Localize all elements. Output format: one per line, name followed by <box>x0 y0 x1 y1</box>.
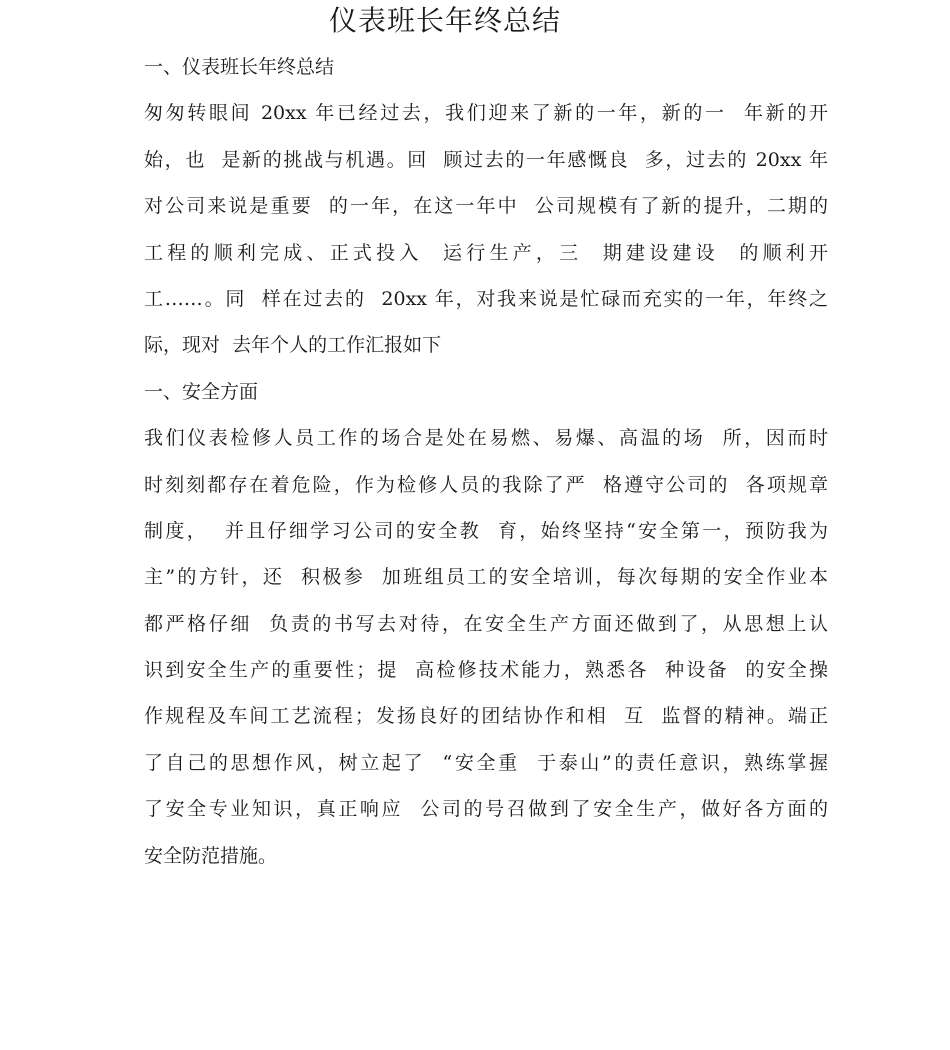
paragraph-line: 始，也 是新的挑战与机遇。回 顾过去的一年感慨良 多，过去的 20xx 年 <box>144 148 828 171</box>
paragraph-line: 际，现对 去年个人的工作汇报如下 <box>144 334 442 357</box>
paragraph-line: 匆匆转眼间 20xx 年已经过去，我们迎来了新的一年，新的一 年新的开 <box>144 102 828 125</box>
paragraph-line: 对公司来说是重要 的一年，在这一年中 公司规模有了新的提升，二期的 <box>144 195 828 218</box>
paragraph-line: 工程的顺利完成、正式投入 运行生产，三 期建设建设 的顺利开 <box>144 241 828 264</box>
paragraph-line: 都严格仔细 负责的书写去对待，在安全生产方面还做到了，从思想上认 <box>144 612 828 635</box>
document-title: 仪表班长年终总结 <box>328 4 561 37</box>
section-heading-safety: 一、安全方面 <box>144 380 259 403</box>
section-heading-summary: 一、仪表班长年终总结 <box>144 56 335 78</box>
paragraph-line: 时刻刻都存在着危险，作为检修人员的我除了严 格遵守公司的 各项规章 <box>144 473 828 496</box>
paragraph-line: 安全防范措施。 <box>144 844 278 867</box>
paragraph-line: 我们仪表检修人员工作的场合是处在易燃、易爆、高温的场 所，因而时 <box>144 427 828 450</box>
paragraph-line: 识到安全生产的重要性；提 高检修技术能力，熟悉各 种设备 的安全操 <box>144 659 828 682</box>
paragraph-line: 主”的方针，还 积极参 加班组员工的安全培训，每次每期的安全作业本 <box>144 566 828 589</box>
document-body <box>144 44 828 879</box>
paragraph-line: 了自己的思想作风，树立起了 “安全重 于泰山”的责任意识，熟练掌握 <box>144 751 828 774</box>
paragraph-line: 了安全专业知识，真正响应 公司的号召做到了安全生产，做好各方面的 <box>144 798 828 821</box>
paragraph-line: 工……。同 样在过去的 20xx 年，对我来说是忙碌而充实的一年，年终之 <box>144 287 828 310</box>
paragraph-line: 制度， 并且仔细学习公司的安全教 育，始终坚持“安全第一，预防我为 <box>144 519 828 542</box>
paragraph-line: 作规程及车间工艺流程；发扬良好的团结协作和相 互 监督的精神。端正 <box>144 705 828 728</box>
